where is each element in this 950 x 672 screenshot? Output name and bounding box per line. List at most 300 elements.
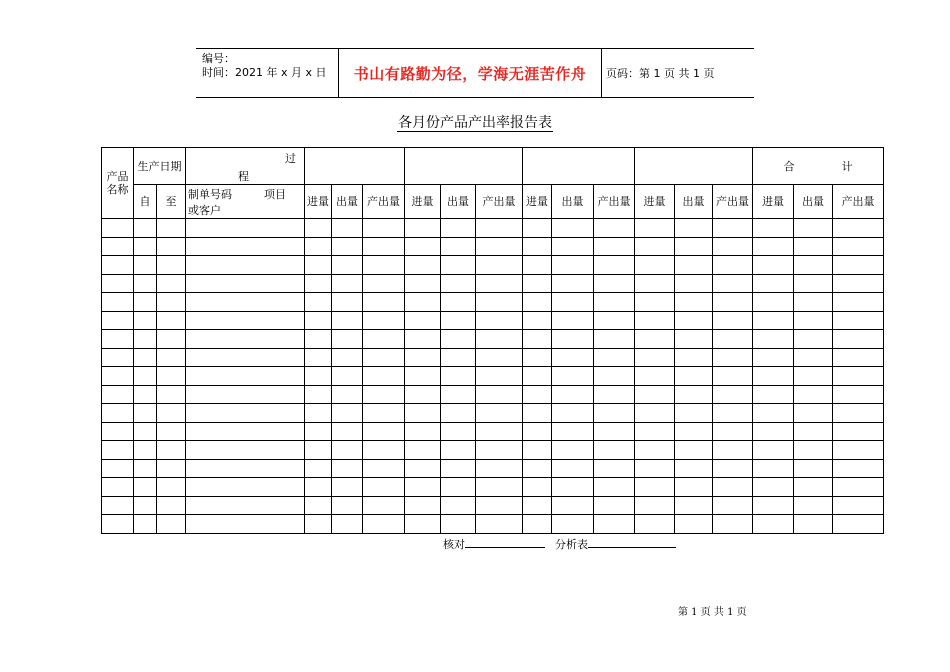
- table-cell[interactable]: [363, 496, 405, 515]
- table-cell[interactable]: [134, 274, 157, 293]
- table-cell[interactable]: [523, 441, 552, 460]
- table-cell[interactable]: [594, 367, 635, 386]
- table-cell[interactable]: [332, 515, 363, 534]
- table-cell[interactable]: [675, 404, 713, 423]
- table-cell[interactable]: [552, 404, 594, 423]
- table-cell[interactable]: [405, 256, 441, 275]
- table-cell[interactable]: [476, 367, 523, 386]
- table-cell[interactable]: [305, 496, 332, 515]
- table-cell[interactable]: [594, 478, 635, 497]
- table-cell[interactable]: [794, 422, 833, 441]
- table-cell[interactable]: [441, 330, 476, 349]
- table-cell[interactable]: [363, 478, 405, 497]
- table-cell[interactable]: [441, 219, 476, 238]
- table-cell[interactable]: [157, 311, 186, 330]
- table-cell[interactable]: [441, 385, 476, 404]
- table-cell[interactable]: [523, 496, 552, 515]
- table-cell[interactable]: [363, 441, 405, 460]
- table-cell[interactable]: [753, 311, 794, 330]
- table-cell[interactable]: [134, 478, 157, 497]
- table-cell[interactable]: [833, 459, 884, 478]
- table-cell[interactable]: [833, 330, 884, 349]
- table-cell[interactable]: [675, 311, 713, 330]
- table-cell[interactable]: [794, 256, 833, 275]
- table-cell[interactable]: [794, 348, 833, 367]
- table-cell[interactable]: [102, 496, 134, 515]
- table-cell[interactable]: [833, 422, 884, 441]
- table-cell[interactable]: [305, 311, 332, 330]
- table-cell[interactable]: [523, 311, 552, 330]
- table-cell[interactable]: [476, 441, 523, 460]
- table-cell[interactable]: [794, 274, 833, 293]
- table-cell[interactable]: [476, 515, 523, 534]
- table-cell[interactable]: [833, 256, 884, 275]
- table-cell[interactable]: [794, 515, 833, 534]
- table-cell[interactable]: [441, 478, 476, 497]
- table-cell[interactable]: [157, 478, 186, 497]
- table-cell[interactable]: [552, 293, 594, 312]
- table-cell[interactable]: [305, 274, 332, 293]
- table-cell[interactable]: [833, 441, 884, 460]
- table-cell[interactable]: [157, 496, 186, 515]
- table-cell[interactable]: [675, 330, 713, 349]
- table-cell[interactable]: [405, 311, 441, 330]
- table-cell[interactable]: [713, 311, 753, 330]
- table-cell[interactable]: [476, 237, 523, 256]
- table-cell[interactable]: [102, 459, 134, 478]
- table-cell[interactable]: [186, 459, 305, 478]
- table-cell[interactable]: [134, 293, 157, 312]
- table-cell[interactable]: [405, 348, 441, 367]
- table-cell[interactable]: [441, 237, 476, 256]
- table-cell[interactable]: [523, 219, 552, 238]
- table-cell[interactable]: [594, 256, 635, 275]
- table-cell[interactable]: [476, 422, 523, 441]
- table-cell[interactable]: [305, 330, 332, 349]
- table-cell[interactable]: [157, 422, 186, 441]
- table-cell[interactable]: [134, 330, 157, 349]
- table-cell[interactable]: [441, 459, 476, 478]
- table-cell[interactable]: [594, 515, 635, 534]
- table-cell[interactable]: [594, 385, 635, 404]
- table-cell[interactable]: [332, 293, 363, 312]
- table-cell[interactable]: [305, 459, 332, 478]
- table-cell[interactable]: [594, 274, 635, 293]
- table-cell[interactable]: [552, 515, 594, 534]
- table-cell[interactable]: [102, 311, 134, 330]
- table-cell[interactable]: [157, 293, 186, 312]
- table-cell[interactable]: [186, 237, 305, 256]
- table-cell[interactable]: [363, 459, 405, 478]
- table-cell[interactable]: [332, 367, 363, 386]
- table-cell[interactable]: [186, 515, 305, 534]
- table-cell[interactable]: [713, 348, 753, 367]
- table-cell[interactable]: [794, 404, 833, 423]
- table-cell[interactable]: [102, 367, 134, 386]
- table-cell[interactable]: [305, 348, 332, 367]
- table-cell[interactable]: [134, 219, 157, 238]
- table-cell[interactable]: [405, 330, 441, 349]
- table-cell[interactable]: [594, 496, 635, 515]
- table-cell[interactable]: [441, 274, 476, 293]
- table-cell[interactable]: [635, 459, 675, 478]
- table-cell[interactable]: [523, 515, 552, 534]
- table-cell[interactable]: [523, 459, 552, 478]
- analysis-blank[interactable]: [588, 537, 676, 548]
- table-cell[interactable]: [794, 237, 833, 256]
- table-cell[interactable]: [552, 367, 594, 386]
- table-cell[interactable]: [476, 293, 523, 312]
- table-cell[interactable]: [833, 348, 884, 367]
- table-cell[interactable]: [134, 311, 157, 330]
- table-cell[interactable]: [102, 348, 134, 367]
- table-cell[interactable]: [305, 367, 332, 386]
- table-cell[interactable]: [753, 459, 794, 478]
- table-cell[interactable]: [675, 385, 713, 404]
- table-cell[interactable]: [794, 311, 833, 330]
- table-cell[interactable]: [552, 496, 594, 515]
- table-cell[interactable]: [405, 274, 441, 293]
- table-cell[interactable]: [833, 404, 884, 423]
- table-cell[interactable]: [102, 385, 134, 404]
- table-cell[interactable]: [405, 237, 441, 256]
- table-cell[interactable]: [713, 385, 753, 404]
- table-cell[interactable]: [363, 348, 405, 367]
- table-cell[interactable]: [523, 348, 552, 367]
- table-cell[interactable]: [441, 496, 476, 515]
- table-cell[interactable]: [332, 256, 363, 275]
- table-cell[interactable]: [102, 219, 134, 238]
- table-cell[interactable]: [102, 237, 134, 256]
- table-cell[interactable]: [753, 293, 794, 312]
- table-cell[interactable]: [305, 404, 332, 423]
- table-cell[interactable]: [186, 274, 305, 293]
- table-cell[interactable]: [594, 404, 635, 423]
- table-cell[interactable]: [332, 459, 363, 478]
- table-cell[interactable]: [713, 219, 753, 238]
- table-cell[interactable]: [675, 348, 713, 367]
- table-cell[interactable]: [134, 459, 157, 478]
- table-cell[interactable]: [523, 293, 552, 312]
- table-cell[interactable]: [102, 478, 134, 497]
- table-cell[interactable]: [332, 385, 363, 404]
- table-cell[interactable]: [753, 330, 794, 349]
- table-cell[interactable]: [713, 367, 753, 386]
- table-cell[interactable]: [552, 348, 594, 367]
- table-cell[interactable]: [523, 256, 552, 275]
- table-cell[interactable]: [134, 367, 157, 386]
- table-cell[interactable]: [753, 348, 794, 367]
- table-cell[interactable]: [476, 256, 523, 275]
- table-cell[interactable]: [305, 385, 332, 404]
- table-cell[interactable]: [753, 237, 794, 256]
- table-cell[interactable]: [833, 515, 884, 534]
- table-cell[interactable]: [363, 515, 405, 534]
- table-cell[interactable]: [305, 219, 332, 238]
- table-cell[interactable]: [332, 441, 363, 460]
- table-cell[interactable]: [102, 422, 134, 441]
- table-cell[interactable]: [157, 441, 186, 460]
- table-cell[interactable]: [157, 348, 186, 367]
- table-cell[interactable]: [552, 422, 594, 441]
- table-cell[interactable]: [594, 293, 635, 312]
- table-cell[interactable]: [794, 441, 833, 460]
- table-cell[interactable]: [102, 515, 134, 534]
- table-cell[interactable]: [753, 256, 794, 275]
- table-cell[interactable]: [186, 404, 305, 423]
- table-cell[interactable]: [713, 459, 753, 478]
- table-cell[interactable]: [476, 385, 523, 404]
- table-cell[interactable]: [363, 237, 405, 256]
- table-cell[interactable]: [635, 385, 675, 404]
- table-cell[interactable]: [476, 459, 523, 478]
- table-cell[interactable]: [305, 441, 332, 460]
- table-cell[interactable]: [134, 237, 157, 256]
- table-cell[interactable]: [186, 496, 305, 515]
- table-cell[interactable]: [635, 219, 675, 238]
- table-cell[interactable]: [635, 496, 675, 515]
- table-cell[interactable]: [713, 237, 753, 256]
- table-cell[interactable]: [594, 348, 635, 367]
- table-cell[interactable]: [552, 385, 594, 404]
- table-cell[interactable]: [405, 219, 441, 238]
- table-cell[interactable]: [523, 237, 552, 256]
- table-cell[interactable]: [157, 404, 186, 423]
- table-cell[interactable]: [186, 478, 305, 497]
- table-cell[interactable]: [134, 256, 157, 275]
- table-cell[interactable]: [523, 274, 552, 293]
- table-cell[interactable]: [833, 219, 884, 238]
- table-cell[interactable]: [552, 441, 594, 460]
- table-cell[interactable]: [833, 311, 884, 330]
- table-cell[interactable]: [441, 404, 476, 423]
- table-cell[interactable]: [134, 515, 157, 534]
- table-cell[interactable]: [157, 219, 186, 238]
- table-cell[interactable]: [405, 459, 441, 478]
- table-cell[interactable]: [753, 404, 794, 423]
- table-cell[interactable]: [332, 274, 363, 293]
- table-cell[interactable]: [441, 348, 476, 367]
- table-cell[interactable]: [794, 496, 833, 515]
- table-cell[interactable]: [753, 441, 794, 460]
- table-cell[interactable]: [186, 348, 305, 367]
- table-cell[interactable]: [594, 311, 635, 330]
- table-cell[interactable]: [713, 404, 753, 423]
- table-cell[interactable]: [753, 219, 794, 238]
- table-cell[interactable]: [523, 330, 552, 349]
- table-cell[interactable]: [675, 219, 713, 238]
- table-cell[interactable]: [794, 219, 833, 238]
- table-cell[interactable]: [753, 496, 794, 515]
- table-cell[interactable]: [675, 422, 713, 441]
- table-cell[interactable]: [441, 293, 476, 312]
- table-cell[interactable]: [363, 404, 405, 423]
- table-cell[interactable]: [675, 256, 713, 275]
- table-cell[interactable]: [594, 237, 635, 256]
- table-cell[interactable]: [635, 274, 675, 293]
- table-cell[interactable]: [594, 422, 635, 441]
- table-cell[interactable]: [157, 385, 186, 404]
- table-cell[interactable]: [713, 496, 753, 515]
- table-cell[interactable]: [753, 367, 794, 386]
- table-cell[interactable]: [441, 311, 476, 330]
- table-cell[interactable]: [594, 330, 635, 349]
- table-cell[interactable]: [635, 330, 675, 349]
- table-cell[interactable]: [405, 367, 441, 386]
- table-cell[interactable]: [552, 237, 594, 256]
- table-cell[interactable]: [405, 496, 441, 515]
- table-cell[interactable]: [332, 422, 363, 441]
- table-cell[interactable]: [157, 274, 186, 293]
- table-cell[interactable]: [134, 404, 157, 423]
- check-blank[interactable]: [465, 537, 545, 548]
- table-cell[interactable]: [363, 330, 405, 349]
- table-cell[interactable]: [713, 274, 753, 293]
- table-cell[interactable]: [363, 293, 405, 312]
- table-cell[interactable]: [713, 293, 753, 312]
- table-cell[interactable]: [157, 459, 186, 478]
- table-cell[interactable]: [794, 367, 833, 386]
- table-cell[interactable]: [552, 311, 594, 330]
- table-cell[interactable]: [594, 219, 635, 238]
- table-cell[interactable]: [157, 515, 186, 534]
- table-cell[interactable]: [713, 422, 753, 441]
- table-cell[interactable]: [102, 330, 134, 349]
- table-cell[interactable]: [833, 237, 884, 256]
- table-cell[interactable]: [405, 385, 441, 404]
- table-cell[interactable]: [794, 478, 833, 497]
- table-cell[interactable]: [552, 256, 594, 275]
- table-cell[interactable]: [476, 496, 523, 515]
- table-cell[interactable]: [635, 404, 675, 423]
- table-cell[interactable]: [635, 311, 675, 330]
- table-cell[interactable]: [523, 478, 552, 497]
- table-cell[interactable]: [186, 256, 305, 275]
- table-cell[interactable]: [305, 237, 332, 256]
- table-cell[interactable]: [186, 422, 305, 441]
- table-cell[interactable]: [134, 496, 157, 515]
- table-cell[interactable]: [523, 367, 552, 386]
- table-cell[interactable]: [523, 422, 552, 441]
- table-cell[interactable]: [332, 330, 363, 349]
- table-cell[interactable]: [552, 219, 594, 238]
- table-cell[interactable]: [305, 422, 332, 441]
- table-cell[interactable]: [102, 293, 134, 312]
- table-cell[interactable]: [476, 274, 523, 293]
- table-cell[interactable]: [476, 348, 523, 367]
- table-cell[interactable]: [675, 367, 713, 386]
- table-cell[interactable]: [157, 237, 186, 256]
- table-cell[interactable]: [134, 441, 157, 460]
- table-cell[interactable]: [332, 219, 363, 238]
- table-cell[interactable]: [441, 367, 476, 386]
- table-cell[interactable]: [305, 478, 332, 497]
- table-cell[interactable]: [675, 293, 713, 312]
- table-cell[interactable]: [102, 274, 134, 293]
- table-cell[interactable]: [363, 311, 405, 330]
- table-cell[interactable]: [305, 515, 332, 534]
- table-cell[interactable]: [332, 478, 363, 497]
- table-cell[interactable]: [675, 515, 713, 534]
- table-cell[interactable]: [476, 404, 523, 423]
- table-cell[interactable]: [332, 348, 363, 367]
- table-cell[interactable]: [332, 404, 363, 423]
- table-cell[interactable]: [523, 385, 552, 404]
- table-cell[interactable]: [441, 422, 476, 441]
- table-cell[interactable]: [405, 441, 441, 460]
- table-cell[interactable]: [713, 478, 753, 497]
- table-cell[interactable]: [186, 311, 305, 330]
- table-cell[interactable]: [363, 219, 405, 238]
- table-cell[interactable]: [405, 422, 441, 441]
- table-cell[interactable]: [713, 330, 753, 349]
- table-cell[interactable]: [794, 385, 833, 404]
- table-cell[interactable]: [405, 515, 441, 534]
- table-cell[interactable]: [594, 459, 635, 478]
- table-cell[interactable]: [476, 219, 523, 238]
- table-cell[interactable]: [753, 478, 794, 497]
- table-cell[interactable]: [833, 293, 884, 312]
- table-cell[interactable]: [753, 385, 794, 404]
- table-cell[interactable]: [552, 459, 594, 478]
- table-cell[interactable]: [332, 496, 363, 515]
- table-cell[interactable]: [134, 422, 157, 441]
- table-cell[interactable]: [441, 256, 476, 275]
- table-cell[interactable]: [675, 237, 713, 256]
- table-cell[interactable]: [753, 515, 794, 534]
- table-cell[interactable]: [523, 404, 552, 423]
- table-cell[interactable]: [713, 441, 753, 460]
- table-cell[interactable]: [635, 478, 675, 497]
- table-cell[interactable]: [675, 459, 713, 478]
- table-cell[interactable]: [794, 293, 833, 312]
- table-cell[interactable]: [635, 256, 675, 275]
- table-cell[interactable]: [157, 330, 186, 349]
- table-cell[interactable]: [186, 367, 305, 386]
- table-cell[interactable]: [833, 478, 884, 497]
- table-cell[interactable]: [405, 293, 441, 312]
- table-cell[interactable]: [441, 515, 476, 534]
- table-cell[interactable]: [753, 274, 794, 293]
- table-cell[interactable]: [635, 441, 675, 460]
- table-cell[interactable]: [552, 478, 594, 497]
- table-cell[interactable]: [794, 459, 833, 478]
- table-cell[interactable]: [635, 237, 675, 256]
- table-cell[interactable]: [332, 237, 363, 256]
- table-cell[interactable]: [157, 367, 186, 386]
- table-cell[interactable]: [675, 496, 713, 515]
- table-cell[interactable]: [794, 330, 833, 349]
- table-cell[interactable]: [635, 367, 675, 386]
- table-cell[interactable]: [102, 441, 134, 460]
- table-cell[interactable]: [713, 256, 753, 275]
- table-cell[interactable]: [332, 311, 363, 330]
- table-cell[interactable]: [134, 348, 157, 367]
- table-cell[interactable]: [102, 404, 134, 423]
- table-cell[interactable]: [405, 478, 441, 497]
- table-cell[interactable]: [753, 422, 794, 441]
- table-cell[interactable]: [102, 256, 134, 275]
- table-cell[interactable]: [134, 385, 157, 404]
- table-cell[interactable]: [186, 385, 305, 404]
- table-cell[interactable]: [552, 330, 594, 349]
- table-cell[interactable]: [675, 441, 713, 460]
- table-cell[interactable]: [441, 441, 476, 460]
- table-cell[interactable]: [476, 311, 523, 330]
- table-cell[interactable]: [186, 330, 305, 349]
- table-cell[interactable]: [363, 256, 405, 275]
- table-cell[interactable]: [833, 367, 884, 386]
